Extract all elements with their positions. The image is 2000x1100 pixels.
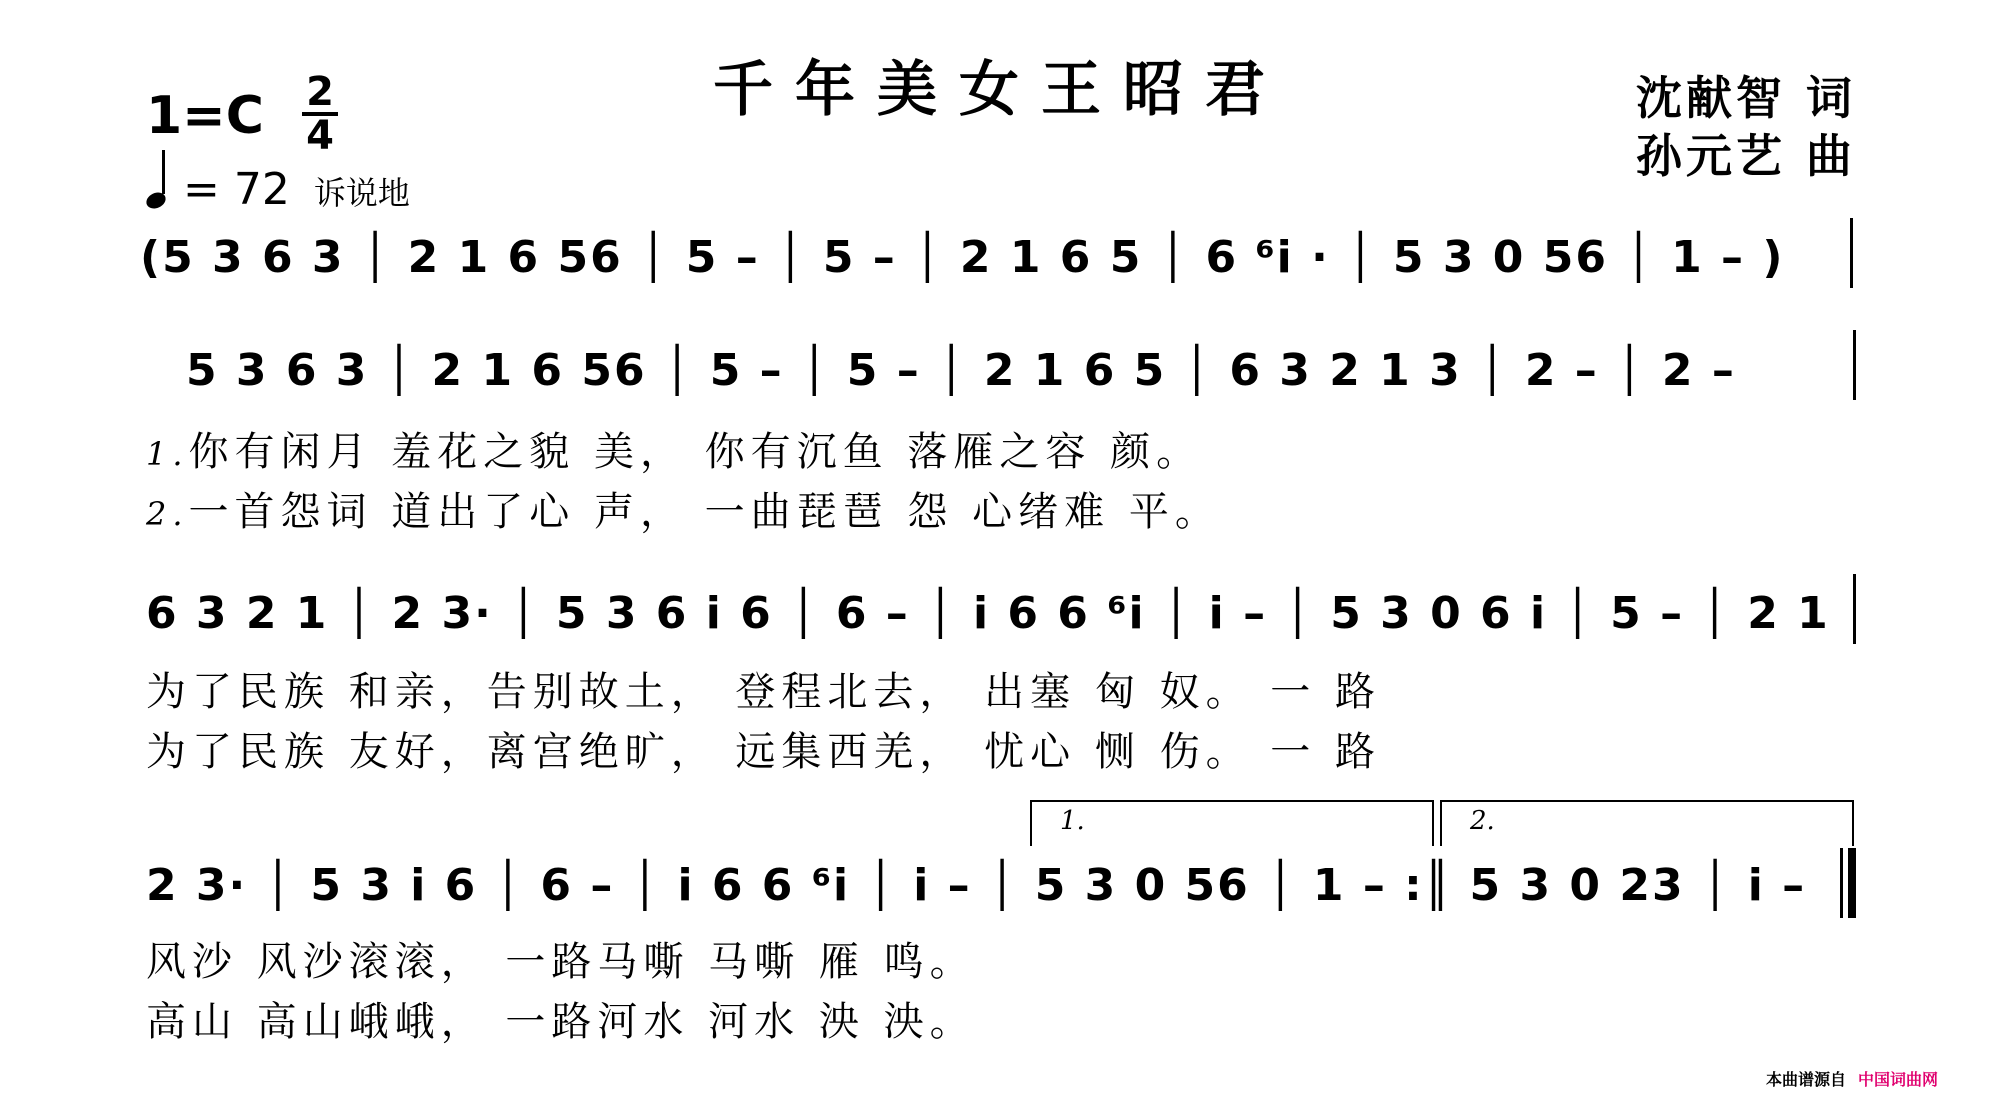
source-site-link[interactable]: 中国词曲网: [1857, 1070, 1938, 1089]
lyric-line-3-verse2: 高山 高山峨峨， 一路河水 河水 泱 泱。: [146, 999, 976, 1045]
row1-end-barline: [1853, 330, 1856, 400]
final-thin-barline: [1840, 848, 1843, 918]
time-denominator: 4: [306, 113, 334, 159]
notation-row-1: 5 3 6 3 │ 2 1 6 56 │ 5 – │ 5 – │ 2 1 6 5 │ 6 3 2 1 3 │ 2 – │ 2 –: [186, 345, 1736, 396]
notation-row-2: 6 3 2 1 │ 2 3· │ 5 3 6 i 6 │ 6 – │ i 6 6 ⁶i │ i – │ 5 3 0 6 i │ 5 – │ 2 1: [146, 588, 1830, 639]
intro-end-barline: [1850, 218, 1853, 288]
lyric-line-2-verse2: 为了民族 友好，离宫绝旷， 远集西羌， 忧心 恻 伤。 一 路: [146, 729, 1382, 775]
tempo-value: = 72: [183, 164, 290, 215]
lyric-line-3-verse1: 风沙 风沙滚滚， 一路马嘶 马嘶 雁 鸣。: [146, 939, 976, 985]
verse-number: 2.: [146, 495, 189, 533]
tempo-expression: 诉说地: [313, 174, 410, 212]
row2-end-barline: [1853, 574, 1856, 644]
second-ending-bracket: [1440, 800, 1854, 846]
verse-number: 1.: [146, 435, 189, 473]
note-stem: [162, 150, 165, 194]
first-ending-label: 1.: [1060, 806, 1085, 836]
lyric-line-1-verse1: [146, 420, 1202, 477]
key-signature: 1=C: [146, 86, 264, 146]
time-signature: [300, 69, 340, 159]
source-label: 本曲谱源自: [1765, 1070, 1846, 1089]
lyric-text: 一首怨词 道出了心 声， 一曲琵琶 怨 心绪难 平。: [188, 489, 1221, 535]
notation-row-intro: (5 3 6 3 │ 2 1 6 56 │ 5 – │ 5 – │ 2 1 6 5 │ 6 ⁶i · │ 5 3 0 56 │ 1 – ): [140, 232, 1785, 283]
time-numerator: 2: [306, 69, 334, 115]
lyric-line-1-verse2: [146, 480, 1221, 537]
notation-row-3: 2 3· │ 5 3 i 6 │ 6 – │ i 6 6 ⁶i │ i – │ 5 3 0 56 │ 1 – :║ 5 3 0 23 │ i –: [146, 860, 1807, 911]
lyric-line-2-verse1: 为了民族 和亲，告别故土， 登程北去， 出塞 匈 奴。 一 路: [146, 669, 1382, 715]
final-thick-barline: [1848, 848, 1856, 918]
lyricist-credit: 沈献智 词: [1636, 71, 1857, 125]
tempo-marking: [146, 160, 410, 215]
source-credit: [1766, 1067, 1938, 1090]
song-title: 千年美女王昭君: [713, 55, 1287, 125]
composer-credit: 孙元艺 曲: [1636, 129, 1857, 183]
second-ending-label: 2.: [1470, 806, 1495, 836]
lyric-text: 你有闲月 羞花之貌 美， 你有沉鱼 落雁之容 颜。: [188, 429, 1203, 475]
first-ending-bracket: [1030, 800, 1434, 846]
